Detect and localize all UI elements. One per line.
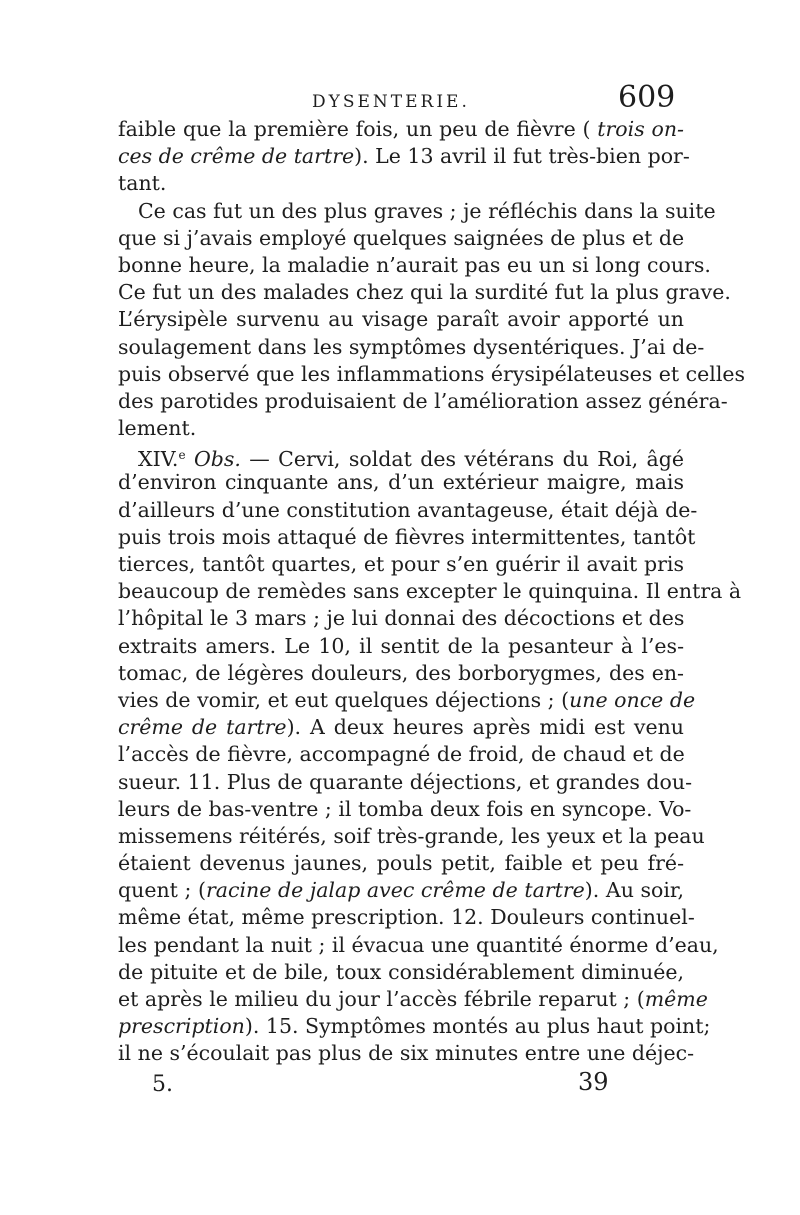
text-line: vies de vomir, et eut quelques déjections ; (une once de [118,687,696,712]
text-line: Ce fut un des malades chez qui la surdité fut la plus grave. [118,280,731,305]
text-line: beaucoup de remèdes sans excepter le quinquina. Il entra à [118,579,742,604]
page-number: 609 [618,80,676,115]
signature-mark: 5. [152,1072,173,1097]
text-line: leurs de bas-ventre ; il tomba deux fois en syncope. Vo- [118,796,692,821]
text-line: faible que la première fois, un peu de fièvre ( trois on- [118,117,684,141]
text-line: les pendant la nuit ; il évacua une quantité énorme d’eau, [118,932,719,957]
text-line: d’environ cinquante ans, d’un extérieur maigre, mais [118,470,684,495]
text-line: l’accès de fièvre, accompagné de froid, de chaud et de [118,742,685,767]
text-line: prescription). 15. Symptômes montés au plus haut point; [118,1014,711,1039]
text-line: soulagement dans les symptômes dysentériques. J’ai de- [118,334,705,359]
text-line: quent ; (racine de jalap avec crême de tartre). Au soir, [118,878,684,903]
text-line: de pituite et de bile, toux considérablement diminuée, [118,959,684,984]
text-line: l’hôpital le 3 mars ; je lui donnai des décoctions et des [118,606,685,631]
text-line: tierces, tantôt quartes, et pour s’en guérir il avait pris [118,552,684,576]
text-line: même état, même prescription. 12. Douleurs continuel- [118,905,695,930]
observation-heading-line: XIV.$^e$ Obs. — Cervi, soldat des vétérans du Roi, âgé [138,447,684,472]
text-line: missemens réitérés, soif très-grande, les yeux et la peau [118,823,705,848]
text-line: ces de crême de tartre). Le 13 avril il fut très-bien por- [118,144,690,169]
text-line: tant. [118,171,167,196]
text-line: d’ailleurs d’une constitution avantageuse, était déjà de- [118,497,698,522]
text-line: crême de tartre). A deux heures après midi est venu [118,715,684,740]
text-line: et après le milieu du jour l’accès fébrile reparut ; (même [118,987,708,1011]
text-line: puis observé que les inflammations érysipélateuses et celles [118,361,746,386]
text-line: tomac, de légères douleurs, des borborygmes, des en- [118,660,684,685]
body-text [118,116,746,1068]
text-line: il ne s’écoulait pas plus de six minutes entre une déjec- [118,1041,695,1066]
running-title: DYSENTERIE. [312,92,470,112]
text-line: étaient devenus jaunes, pouls petit, faible et peu fré- [118,851,684,876]
text-line: des parotides produisaient de l’amélioration assez généra- [118,388,728,413]
folio-number: 39 [578,1068,609,1096]
text-line: que si j’avais employé quelques saignées de plus et de [118,225,685,250]
paragraph-start: Ce cas fut un des plus graves ; je réfléchis dans la suite [138,198,716,223]
text-line: extraits amers. Le 10, il sentit de la pesanteur à l’es- [118,633,684,658]
text-line: L’érysipèle survenu au visage paraît avoir apporté un [118,307,684,332]
text-line: sueur. 11. Plus de quarante déjections, et grandes dou- [118,769,693,794]
text-line: lement. [118,416,197,441]
text-line: puis trois mois attaqué de fièvres intermittentes, tantôt [118,524,696,549]
text-line: bonne heure, la maladie n’aurait pas eu un si long cours. [118,252,711,277]
